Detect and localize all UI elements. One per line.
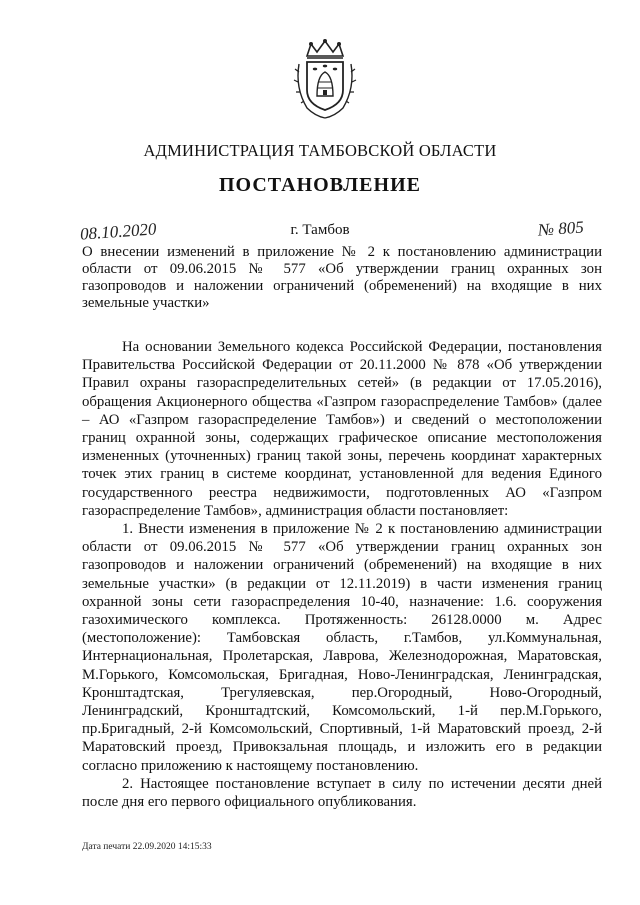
document-body xyxy=(82,338,602,811)
organization-title: АДМИНИСТРАЦИЯ ТАМБОВСКОЙ ОБЛАСТИ xyxy=(143,141,497,160)
coat-of-arms-emblem xyxy=(293,38,357,120)
document-date: 08.10.2020 xyxy=(79,219,158,244)
document-city: г. Тамбов xyxy=(290,222,350,238)
print-date-footer: Дата печати 22.09.2020 14:15:33 xyxy=(82,842,212,852)
preamble-paragraph: На основании Земельного кодекса Российской Федерации, постановления Правительства Российской Федерации от 20.11.2000 № 878 «Об утверждении Правил охраны газораспределительных сетей» (в редакции от 17.05.2016), обращения Акционерного общества «Газпром газораспределение Тамбов» (далее – АО «Газпром газораспределение Тамбов») и сведений о местоположении границ охранной зоны, содержащих графическое описание местоположения измененных (уточненных) границ такой зоны, перечень координат характерных точек этих границ в системе координат, установленной для ведения Единого государственного реестра недвижимости, подготовленных АО «Газпром газораспределение Тамбов», администрация области постановляет: xyxy=(82,339,602,519)
document-type-title: ПОСТАНОВЛЕНИЕ xyxy=(219,174,421,196)
item-2-paragraph: 2. Настоящее постановление вступает в силу по истечении десяти дней после дня его первого официального опубликования. xyxy=(82,775,602,811)
document-subject: О внесении изменений в приложение № 2 к постановлению администрации области от 09.06.2015 № 577 «Об утверждении границ охранных зон газопроводов и наложении ограничений (обременений) на входящие в них земельные участки» xyxy=(82,244,602,311)
document-number: № 805 xyxy=(537,217,585,240)
item-1-paragraph: 1. Внести изменения в приложение № 2 к постановлению администрации области от 09.06.2015 № 577 «Об утверждении границ охранных зон газопроводов и наложении ограничений (обременений) на входящие в них земельные участки» (в редакции от 12.11.2019) в части изменения границ охранной зоны сети газораспределения 10-40, назначение: 1.6. сооружения газохимического комплекса. Протяженность: 26128.0000 м. Адрес (местоположение): Тамбовская область, г.Тамбов, ул.Коммунальная, Интернациональная, Пролетарская, Лаврова, Железнодорожная, Маратовская, М.Горького, Комсомольская, Бригадная, Ново-Ленинградская, Ленинградская, Кронштадтская, Трегуляевская, пер.Огородный, Ново-Огородный, Ленинградский, Кронштадтский, Комсомольский, 1-й пер.М.Горького, пр.Бригадный, 2-й Комсомольский, Спортивный, 1-й Маратовский проезд, 2-й Маратовский проезд, Привокзальная площадь, и изложить его в редакции согласно приложению к настоящему постановлению. xyxy=(82,521,602,774)
